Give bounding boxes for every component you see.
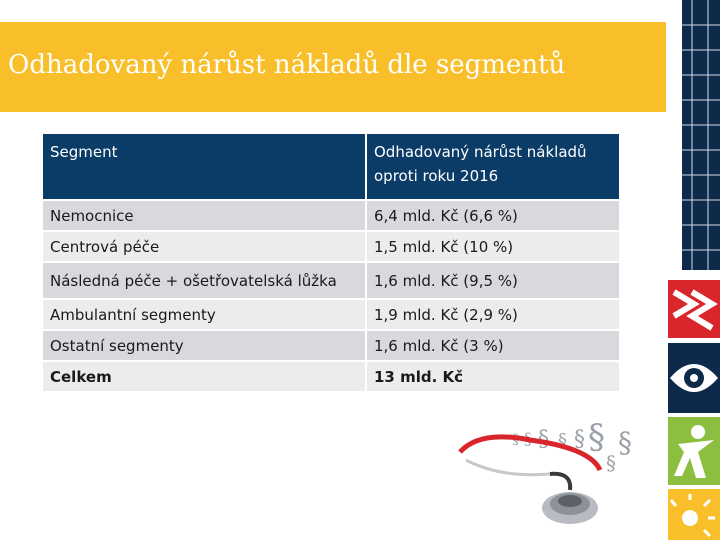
value-cell: 6,4 mld. Kč (6,6 %)	[366, 200, 620, 231]
segment-cell: Následná péče + ošetřovatelská lůžka	[43, 262, 366, 299]
svg-text:§: §	[558, 430, 567, 451]
value-cell: 1,9 mld. Kč (2,9 %)	[366, 299, 620, 330]
segment-cell: Nemocnice	[43, 200, 366, 231]
stethoscope-and-paragraph-symbols-image	[440, 400, 670, 540]
side-decoration-strip	[668, 0, 720, 540]
table-row	[43, 200, 620, 231]
table-row	[43, 262, 620, 299]
svg-text:§: §	[588, 417, 605, 457]
table-header-row	[43, 134, 620, 200]
eye-icon	[668, 343, 720, 413]
value-cell: 1,5 mld. Kč (10 %)	[366, 231, 620, 262]
svg-text:§: §	[618, 426, 632, 459]
table-row	[43, 299, 620, 330]
pattern-icon	[668, 0, 720, 270]
segment-cell: Centrová péče	[43, 231, 366, 262]
total-value-cell: 13 mld. Kč	[366, 361, 620, 391]
svg-text:§: §	[524, 429, 532, 448]
header-cost-increase: Odhadovaný nárůst nákladů oproti roku 2016	[366, 134, 620, 200]
stethoscope-icon	[460, 437, 600, 524]
cost-increase-table	[43, 134, 621, 391]
person-icon	[668, 417, 720, 485]
paragraph-symbols	[512, 417, 632, 475]
total-label-cell: Celkem	[43, 361, 366, 391]
table-row	[43, 330, 620, 361]
table-total-row	[43, 361, 620, 391]
page-title: Odhadovaný nárůst nákladů dle segmentů	[8, 50, 566, 80]
svg-text:§: §	[512, 432, 519, 448]
svg-text:§: §	[538, 427, 549, 452]
header-segment: Segment	[43, 134, 366, 200]
value-cell: 1,6 mld. Kč (3 %)	[366, 330, 620, 361]
value-cell: 1,6 mld. Kč (9,5 %)	[366, 262, 620, 299]
segment-cell: Ostatní segmenty	[43, 330, 366, 361]
svg-text:§: §	[574, 427, 585, 452]
svg-text:§: §	[606, 451, 616, 475]
table-row	[43, 231, 620, 262]
segment-cell: Ambulantní segmenty	[43, 299, 366, 330]
chevron-icon	[668, 280, 720, 338]
sun-icon	[668, 489, 720, 540]
